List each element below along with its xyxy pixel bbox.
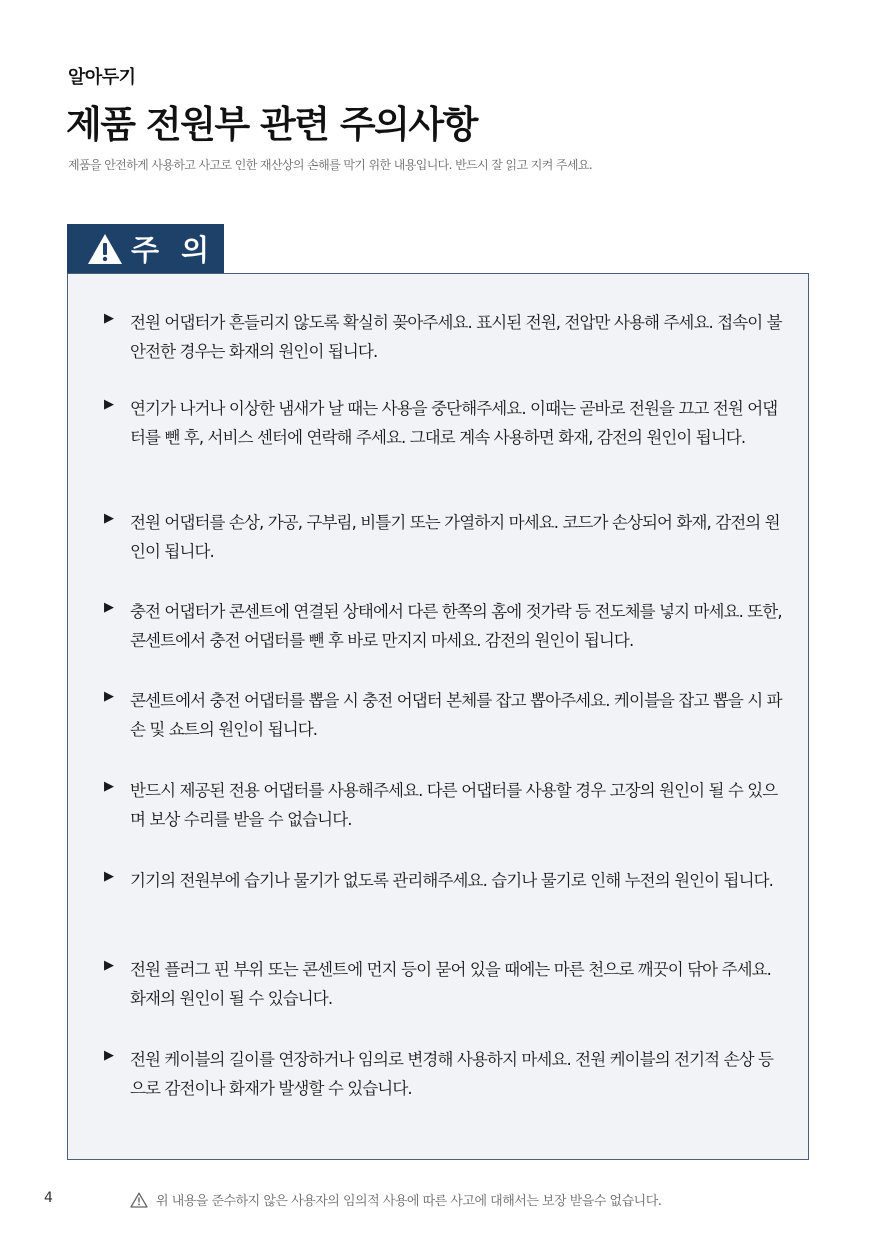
footer-note	[130, 1190, 661, 1209]
bullet-icon: ▶	[104, 511, 114, 526]
bullet-icon: ▶	[104, 869, 114, 884]
caution-item-text: 전원 플러그 핀 부위 또는 콘센트에 먼지 등이 묻어 있을 때에는 마른 천으로 깨끗이 닦아 주세요. 화재의 원인이 될 수 있습니다.	[130, 960, 772, 1008]
caution-item	[104, 686, 784, 744]
bullet-icon: ▶	[104, 689, 114, 704]
caution-item	[104, 597, 784, 655]
caution-item	[104, 955, 784, 1013]
bullet-icon: ▶	[104, 600, 114, 615]
caution-item-text: 콘센트에서 충전 어댑터를 뽑을 시 충전 어댑터 본체를 잡고 뽑아주세요. 케이블을 잡고 뽑을 시 파손 및 쇼트의 원인이 됩니다.	[130, 691, 782, 739]
page-title: 제품 전원부 관련 주의사항	[66, 103, 477, 146]
caution-tag	[67, 224, 224, 273]
bullet-icon: ▶	[104, 311, 114, 326]
caution-item	[104, 308, 784, 366]
footer-note-text: 위 내용을 준수하지 않은 사용자의 임의적 사용에 따른 사고에 대해서는 보장 받을수 없습니다.	[156, 1194, 662, 1209]
caution-item	[104, 866, 784, 895]
caution-item	[104, 1045, 784, 1103]
warning-outline-icon	[130, 1192, 148, 1208]
bullet-icon: ▶	[104, 397, 114, 412]
page-number: 4	[44, 1190, 53, 1206]
caution-item	[104, 394, 784, 452]
caution-item-text: 전원 케이블의 길이를 연장하거나 임의로 변경해 사용하지 마세요. 전원 케이블의 전기적 손상 등으로 감전이나 화재가 발생할 수 있습니다.	[130, 1050, 774, 1098]
caution-item-text: 전원 어댑터가 흔들리지 않도록 확실히 꽂아주세요. 표시된 전원, 전압만 사용해 주세요. 접속이 불안전한 경우는 화재의 원인이 됩니다.	[130, 313, 782, 361]
caution-item	[104, 508, 784, 566]
section-kicker: 알아두기	[68, 67, 136, 88]
caution-item	[104, 776, 784, 834]
bullet-icon: ▶	[104, 779, 114, 794]
caution-item-text: 연기가 나거나 이상한 냄새가 날 때는 사용을 중단해주세요. 이때는 곧바로 전원을 끄고 전원 어댑터를 뺀 후, 서비스 센터에 연락해 주세요. 그대로 계속 사용하면 화재, 감전의 원인이 됩니다.	[130, 399, 778, 447]
caution-item-text: 기기의 전원부에 습기나 물기가 없도록 관리해주세요. 습기나 물기로 인해 누전의 원인이 됩니다.	[130, 871, 774, 890]
caution-box	[67, 273, 809, 1160]
caution-item-text: 충전 어댑터가 콘센트에 연결된 상태에서 다른 한쪽의 홈에 젓가락 등 전도체를 넣지 마세요. 또한, 콘센트에서 충전 어댑터를 뺀 후 바로 만지지 마세요. 감전의 원인이 됩니다.	[130, 602, 782, 650]
bullet-icon: ▶	[104, 1048, 114, 1063]
warning-triangle-icon	[87, 233, 123, 265]
page-subtitle: 제품을 안전하게 사용하고 사고로 인한 재산상의 손해를 막기 위한 내용입니다. 반드시 잘 읽고 지켜 주세요.	[68, 158, 593, 172]
caution-label: 주 의	[131, 233, 216, 267]
caution-item-text: 전원 어댑터를 손상, 가공, 구부림, 비틀기 또는 가열하지 마세요. 코드가 손상되어 화재, 감전의 원인이 됩니다.	[130, 513, 780, 561]
caution-item-text: 반드시 제공된 전용 어댑터를 사용해주세요. 다른 어댑터를 사용할 경우 고장의 원인이 될 수 있으며 보상 수리를 받을 수 없습니다.	[130, 781, 778, 829]
bullet-icon: ▶	[104, 958, 114, 973]
